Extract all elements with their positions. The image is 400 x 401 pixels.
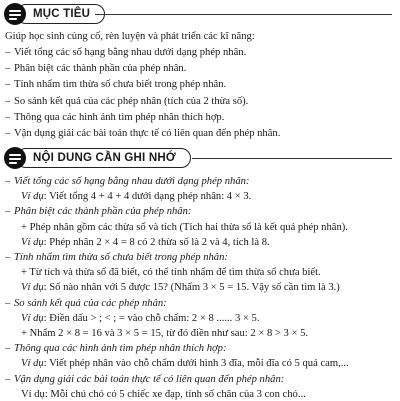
note-heading bbox=[5, 205, 396, 218]
dash-bullet: – bbox=[5, 63, 11, 75]
objective-item bbox=[5, 127, 396, 140]
note-text: + Phép nhân gồm các thừa số và tích (Tích hai thừa số là kết quả phép nhân). bbox=[21, 221, 348, 233]
note-heading-text: Thông qua các hình ảnh tìm phép nhân thích hợp: bbox=[14, 343, 227, 355]
example-label: Ví dụ bbox=[21, 236, 44, 248]
objective-text: Vận dụng giải các bài toán thực tế có liên quan đến phép nhân. bbox=[14, 128, 281, 139]
note-line bbox=[21, 388, 396, 401]
objective-text: So sánh kết quả của các phép nhân (tích của 2 thừa số). bbox=[14, 95, 249, 107]
note-text: + Từ tích và thừa số đã biết, có thể tính nhẩm để tìm thừa số chưa biết. bbox=[21, 267, 321, 279]
section-divider bbox=[192, 158, 392, 159]
note-text: + Nhẩm 2 × 8 = 16 và 3 × 5 = 15, từ đó điền như sau: 2 × 8 > 3 × 5. bbox=[21, 328, 309, 339]
dash-bullet: – bbox=[5, 95, 11, 107]
note-heading bbox=[5, 373, 396, 386]
note-heading bbox=[5, 297, 396, 310]
objective-item bbox=[5, 111, 396, 124]
dash-bullet: – bbox=[5, 252, 11, 263]
note-heading-text: So sánh kết quả của các phép nhân: bbox=[14, 297, 167, 309]
note-heading bbox=[5, 175, 396, 188]
objective-text: Thông qua các hình ảnh tìm phép nhân thích hợp. bbox=[14, 111, 225, 123]
objective-text: Phân biệt các thành phần của phép nhân. bbox=[14, 63, 187, 75]
objective-item bbox=[5, 78, 396, 91]
dash-bullet: – bbox=[5, 297, 11, 309]
example-text: : Phép nhân 2 × 4 = 8 có 2 thừa số là 2 và 4, tích là 8. bbox=[43, 236, 270, 248]
example-label: Ví dụ bbox=[21, 191, 44, 203]
example-text: : Viết tổng 4 + 4 + 4 dưới dạng phép nhân: 4 × 3. bbox=[43, 191, 252, 203]
note-heading-text: Tính nhẩm tìm thừa số chưa biết trong phép nhân: bbox=[14, 252, 228, 263]
note-heading bbox=[5, 251, 396, 264]
note-line bbox=[21, 266, 396, 279]
note-heading-text: Viết tổng các số hạng bằng nhau dưới dạng phép nhân: bbox=[14, 176, 250, 187]
example-label: Ví dụ bbox=[21, 358, 44, 370]
objective-text: Tính nhẩm tìm thừa số chưa biết trong phép nhân. bbox=[14, 79, 227, 91]
section-divider bbox=[95, 14, 392, 15]
note-line bbox=[21, 327, 396, 340]
objectives-intro: Giúp học sinh củng cố, rèn luyện và phát triển các kĩ năng: bbox=[5, 31, 255, 42]
note-text: Ví dụ: Mỗi chú chó có 5 chiếc xe đạp, tính số chân của 3 con chó... bbox=[21, 388, 306, 400]
section-header-notes bbox=[4, 147, 191, 169]
list-icon bbox=[4, 3, 26, 25]
example-text: : Điền dấu > ; < ; = vào chỗ chấm: 2 × 8 ...... 3 × 5. bbox=[43, 312, 260, 324]
note-example bbox=[21, 357, 396, 370]
section-header-objectives bbox=[4, 3, 105, 25]
dash-bullet: – bbox=[5, 79, 11, 91]
dash-bullet: – bbox=[5, 111, 11, 123]
dash-bullet: – bbox=[5, 47, 11, 58]
note-example bbox=[21, 312, 396, 325]
dash-bullet: – bbox=[5, 373, 11, 385]
note-heading-text: Phân biệt các thành phần của phép nhân: bbox=[14, 206, 192, 218]
section-title-notes: NỘI DUNG CẦN GHI NHỚ bbox=[16, 148, 191, 168]
objective-item bbox=[5, 95, 396, 108]
example-text: : Số nào nhân với 5 được 15? (Nhẩm 3 × 5 = 15. Vậy số cần tìm là 3.) bbox=[43, 282, 340, 294]
dash-bullet: – bbox=[5, 128, 11, 139]
objective-item bbox=[5, 46, 396, 59]
dash-bullet: – bbox=[5, 206, 11, 218]
example-text: : Viết phép nhân vào chỗ chấm dưới hình 3 đĩa, mỗi đĩa có 5 quả cam,... bbox=[43, 358, 349, 370]
example-label: Ví dụ bbox=[21, 282, 44, 294]
section-title-objectives: MỤC TIÊU bbox=[16, 4, 105, 24]
objective-item bbox=[5, 62, 396, 75]
note-example bbox=[21, 190, 396, 203]
note-example bbox=[21, 236, 396, 249]
dash-bullet: – bbox=[5, 343, 11, 355]
objective-text: Viết tổng các số hạng bằng nhau dưới dạng phép nhân. bbox=[14, 47, 247, 58]
list-icon bbox=[4, 147, 26, 169]
example-label: Ví dụ bbox=[21, 312, 44, 324]
dash-bullet: – bbox=[5, 176, 11, 187]
note-heading-text: Vận dụng giải các bài toán thực tế có liên quan đến phép nhân: bbox=[14, 373, 285, 385]
note-line bbox=[21, 221, 396, 234]
note-example bbox=[21, 281, 396, 294]
note-heading bbox=[5, 342, 396, 355]
